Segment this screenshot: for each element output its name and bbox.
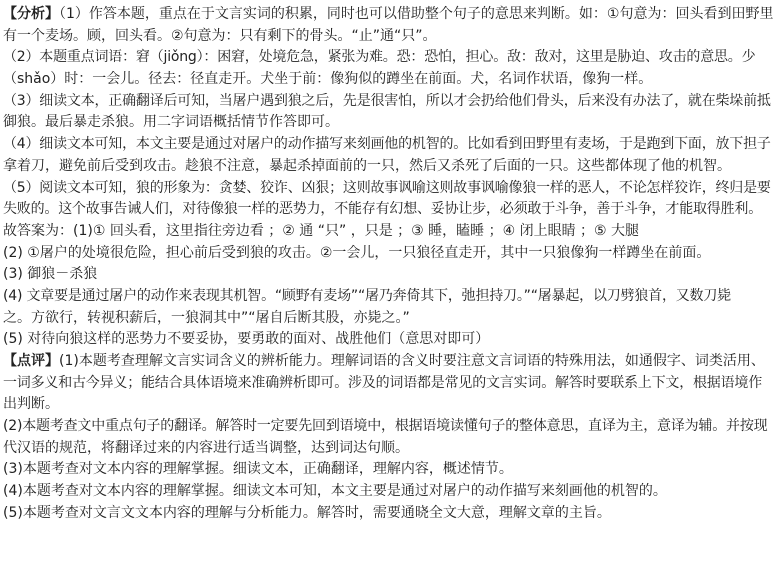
comment-line-6: (3)本题考查对文本内容的理解掌握。细读文本，正确翻译，理解内容，概述情节。 (3, 461, 513, 478)
answer-line-6: (5) 对待向狼这样的恶势力不要妥协，要勇敢的面对、战胜他们（意思对即可） (3, 331, 490, 348)
analysis-line-8: 拿着刀，避免前后受到攻击。趁狼不注意，暴起杀掉面前的一只，然后又杀死了后面的一只。这些都体现了他的机智。 (3, 157, 731, 174)
answer-line-2: (2) ①屠户的处境很危险，担心前后受到狼的攻击。②一会儿，一只狼径直走开，其中一只狼像狗一样蹲坐在前面。 (3, 244, 711, 261)
comment-line-8: (5)本题考查对文言文文本内容的理解与分析能力。解答时，需要通晓全文大意，理解文章的主旨。 (3, 504, 611, 521)
comment-line-5: 代汉语的规范，将翻译过来的内容进行适当调整，达到词达句顺。 (3, 439, 409, 456)
analysis-line-4: （shǎo）时：一会儿。径去：径直走开。犬坐于前：像狗似的蹲坐在前面。犬，名词作状语，像狗一样。 (3, 71, 653, 88)
analysis-line-7: （4）细读文本可知，本文主要是通过对屠户的动作描写来刻画他的机智的。比如看到田野里有麦场，于是跑到下面，放下担子 (3, 136, 771, 153)
answer-line-1: 故答案为：(1)① 回头看，这里指往旁边看 ；② 通 “只” ，只是 ；③ 睡，瞌睡 ；④ 闭上眼睛 ；⑤ 大腿 (3, 222, 640, 239)
comment-text: (1)本题考查理解文言实词含义的辨析能力。理解词语的含义时要注意文言词语的特殊用法，如通假字、词类活用、 (59, 353, 765, 369)
analysis-line-3: （2）本题重点词语：窘（jiǒng）：困窘，处境危急，紧张为难。恐：恐怕，担心。敌：敌对，这里是胁迫、攻击的意思。少 (3, 49, 756, 66)
comment-line-1 (3, 351, 778, 373)
comment-header-tag: 【点评】 (3, 353, 59, 369)
analysis-line-9: （5）阅读文本可知，狼的形象为：贪婪、狡诈、凶狠；这则故事讽喻这则故事讽喻像狼一样的恶人，不论怎样狡诈，终归是要 (3, 179, 771, 196)
analysis-header-tag: 【分析】 (3, 6, 59, 22)
answer-line-5: 之。方欲行，转视积薪后，一狼洞其中”“屠自后断其股，亦毙之。” (3, 309, 410, 326)
comment-line-7: (4)本题考查对文本内容的理解掌握。细读文本可知，本文主要是通过对屠户的动作描写来刻画他的机智的。 (3, 483, 667, 500)
comment-line-4: (2)本题考查文中重点句子的翻译。解答时一定要先回到语境中，根据语境读懂句子的整体意思，直译为主，意译为辅。并按现 (3, 418, 768, 435)
answer-line-3: (3) 御狼－杀狼 (3, 266, 98, 283)
comment-line-2: 一词多义和古今异义；能结合具体语境来准确辨析即可。涉及的词语都是常见的文言实词。解答时要联系上下文，根据语境作 (3, 374, 762, 391)
analysis-line-1 (3, 4, 778, 26)
analysis-line-6: 御狼。最后暴走杀狼。用二字词语概括情节作答即可。 (3, 114, 339, 131)
analysis-line-5: （3）细读文本，正确翻译后可知，当屠户遇到狼之后，先是很害怕，所以才会扔给他们骨头，后来没有办法了，就在柴垛前抵 (3, 92, 771, 109)
comment-line-3: 出判断。 (3, 396, 59, 413)
analysis-line-10: 失败的。这个故事告诫人们，对待像狼一样的恶势力，不能存有幻想、妥协让步，必须敢于斗争，善于斗争，才能取得胜利。 (3, 201, 762, 218)
analysis-line-2: 有一个麦场。顾，回头看。②句意为：只有剩下的骨头。“止”通“只”。 (3, 27, 437, 44)
answer-line-4: (4) 文章要是通过屠户的动作来表现其机智。“顾野有麦场”“屠乃奔倚其下，弛担持刀。”“屠暴起，以刀劈狼首，又数刀毙 (3, 287, 731, 304)
analysis-text: （1）作答本题，重点在于文言实词的积累，同时也可以借助整个句子的意思来判断。如：①句意为：回头看到田野里 (59, 6, 774, 22)
